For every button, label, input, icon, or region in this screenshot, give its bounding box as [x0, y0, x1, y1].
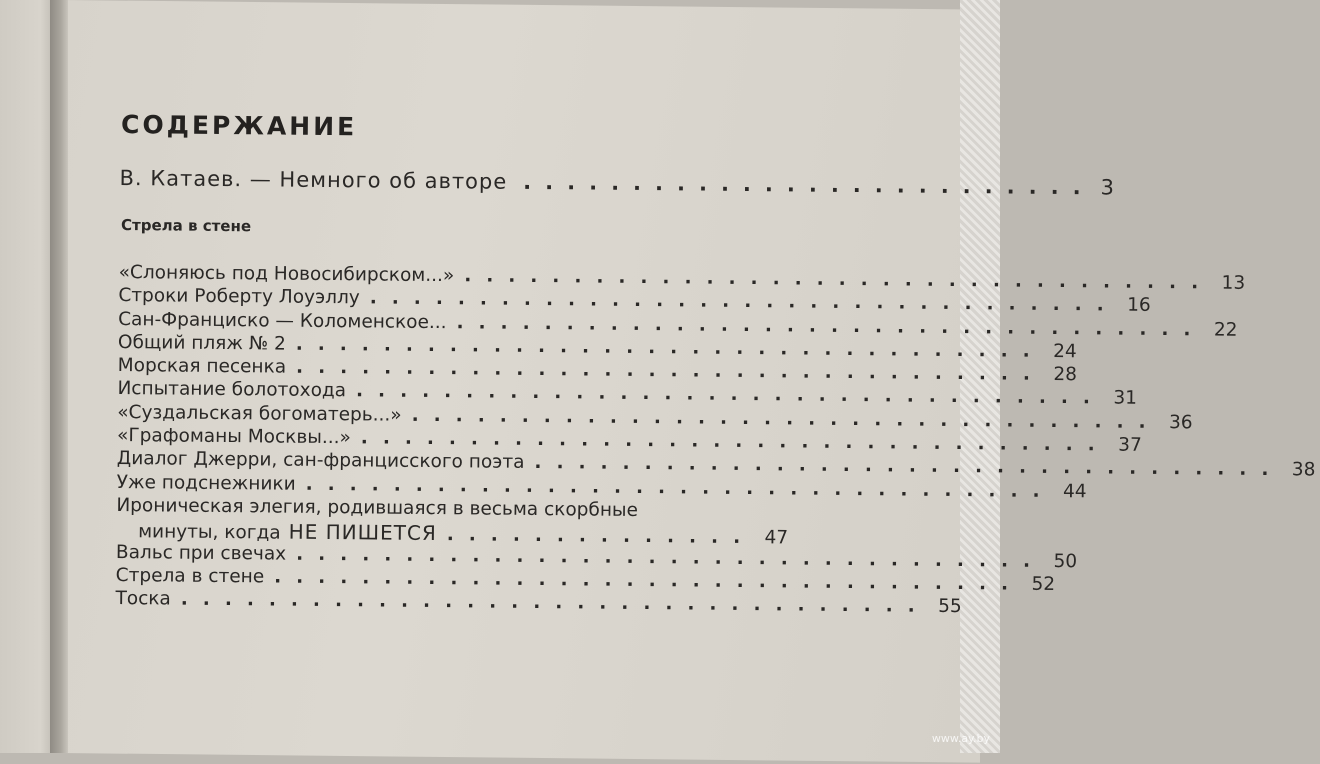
- dot-leader: ..................................: [180, 588, 930, 617]
- toc-entry-title-line1: Ироническая элегия, родившаяся в весьма скорбные: [116, 494, 639, 521]
- toc-page-number: 36: [1168, 411, 1193, 434]
- dot-leader: ..........................: [523, 169, 1095, 200]
- toc-page-number: 47: [764, 527, 789, 549]
- toc-page-number: 22: [1213, 319, 1238, 341]
- toc-page-number: 52: [1031, 573, 1056, 595]
- toc-entry-title: Стрела в стене: [115, 564, 265, 588]
- dot-leader: ..................................: [305, 473, 1055, 502]
- toc-page-number: 28: [1053, 364, 1078, 386]
- page-title: СОДЕРЖАНИЕ: [120, 110, 358, 142]
- toc-entry-title: Тоска: [115, 588, 171, 610]
- dot-leader: ..................................: [369, 287, 1119, 316]
- toc-entry-title-caps: НЕ ПИШЕТСЯ: [288, 519, 437, 546]
- watermark: www.ay.by: [931, 732, 990, 745]
- toc-entry-title: Сан-Франциско — Коломенское...: [118, 308, 447, 333]
- toc-page-number: 31: [1113, 388, 1138, 410]
- section-title: Стрела в стене: [121, 216, 252, 236]
- dot-leader: ..................................: [456, 311, 1206, 341]
- dot-leader: ..................................: [296, 543, 1046, 572]
- dot-leader: ..................................: [295, 333, 1045, 362]
- toc-entries: [115, 261, 1316, 618]
- toc-entry-title: «Суздальская богоматерь...»: [117, 401, 402, 426]
- dot-leader: ..................................: [360, 427, 1110, 456]
- toc-entry-title-line2: минуты, когда: [138, 521, 281, 544]
- toc-page-number: 3: [1100, 175, 1116, 200]
- dot-leader: ..................................: [534, 452, 1284, 481]
- toc-entry-title: Испытание болотохода: [117, 378, 347, 402]
- toc-page-number: 24: [1053, 340, 1077, 363]
- toc-page-number: 50: [1053, 550, 1078, 572]
- toc-entry-title: В. Катаев. — Немного об авторе: [119, 165, 508, 194]
- toc-entry-title: Вальс при свечах: [115, 541, 287, 565]
- toc-entry-title: Диалог Джерри, сан-францисского поэта: [116, 448, 525, 474]
- toc-page-number: 38: [1291, 459, 1316, 481]
- toc-page-number: 16: [1127, 294, 1151, 317]
- toc-entry-title: Уже подснежники: [116, 471, 296, 495]
- toc-entry-title: «Слоняюсь под Новосибирском...»: [118, 261, 455, 287]
- toc-page-number: 44: [1062, 480, 1087, 502]
- toc-page-number: 55: [938, 596, 962, 618]
- toc-entry-title: Морская песенка: [117, 355, 287, 378]
- dot-leader: ..................................: [295, 356, 1046, 386]
- dot-leader: ..................................: [274, 566, 1024, 595]
- toc-page-number: 13: [1221, 272, 1246, 294]
- toc-author-entry: [119, 165, 1116, 200]
- toc-entry-title: Общий пляж № 2: [117, 331, 286, 355]
- dot-leader: ..............: [446, 524, 756, 549]
- dot-leader: ..................................: [411, 404, 1161, 433]
- toc-list: [115, 541, 1078, 618]
- toc-entry-multiline: [116, 495, 788, 548]
- toc-entry-title: Строки Роберту Лоуэллу: [118, 285, 360, 309]
- dot-leader: ..................................: [355, 380, 1106, 409]
- toc-page-number: 37: [1118, 434, 1142, 456]
- toc-entry-title: «Графоманы Москвы...»: [116, 425, 351, 449]
- dot-leader: ..................................: [464, 265, 1214, 294]
- toc-list: [116, 261, 1316, 502]
